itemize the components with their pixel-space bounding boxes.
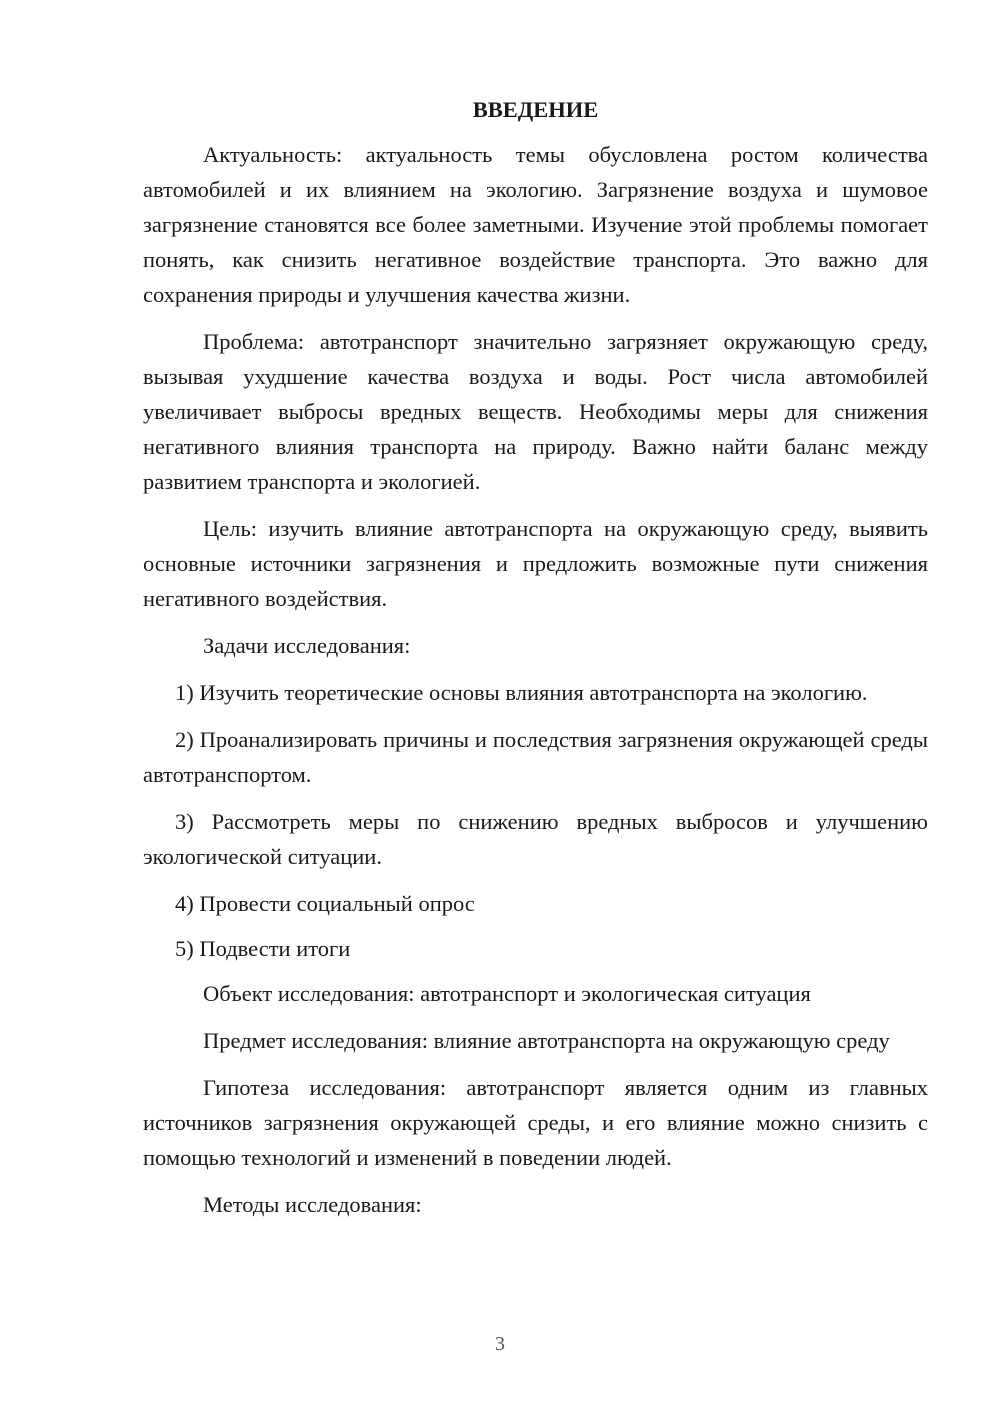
research-hypothesis: Гипотеза исследования: автотранспорт является одним из главных источников загрязнения окружающей среды, и его влияние можно снизить с помощью технологий и изменений в поведении людей.: [143, 1075, 928, 1170]
task-item-1: 1) Изучить теоретические основы влияния автотранспорта на экологию.: [175, 680, 868, 705]
methods-heading: Методы исследования:: [203, 1192, 422, 1217]
page-number: 3: [495, 1333, 505, 1355]
task-item-2: 2) Проанализировать причины и последствия загрязнения окружающей среды автотранспортом.: [143, 727, 928, 787]
task-item-4: 4) Провести социальный опрос: [175, 891, 475, 916]
paragraph-goal: Цель: изучить влияние автотранспорта на окружающую среду, выявить основные источники загрязнения и предложить возможные пути снижения негативного воздействия.: [143, 516, 928, 611]
research-object: Объект исследования: автотранспорт и экологическая ситуация: [203, 981, 811, 1006]
tasks-heading: Задачи исследования:: [203, 633, 411, 658]
paragraph-problem: Проблема: автотранспорт значительно загрязняет окружающую среду, вызывая ухудшение качества воздуха и воды. Рост числа автомобилей увеличивает выбросы вредных веществ. Необходимы меры для снижения негативного влияния транспорта на природу. Важно найти баланс между развитием транспорта и экологией.: [143, 329, 928, 494]
task-item-3: 3) Рассмотреть меры по снижению вредных выбросов и улучшению экологической ситуации.: [143, 809, 928, 869]
task-item-5: 5) Подвести итоги: [175, 936, 351, 961]
paragraph-relevance: Актуальность: актуальность темы обусловлена ростом количества автомобилей и их влиянием на экологию. Загрязнение воздуха и шумовое загрязнение становятся все более заметными. Изучение этой проблемы помогает понять, как снизить негативное воздействие транспорта. Это важно для сохранения природы и улучшения качества жизни.: [143, 142, 928, 307]
research-subject: Предмет исследования: влияние автотранспорта на окружающую среду: [203, 1028, 890, 1053]
document-body: [143, 92, 928, 1234]
section-title: ВВЕДЕНИЕ: [472, 97, 599, 122]
